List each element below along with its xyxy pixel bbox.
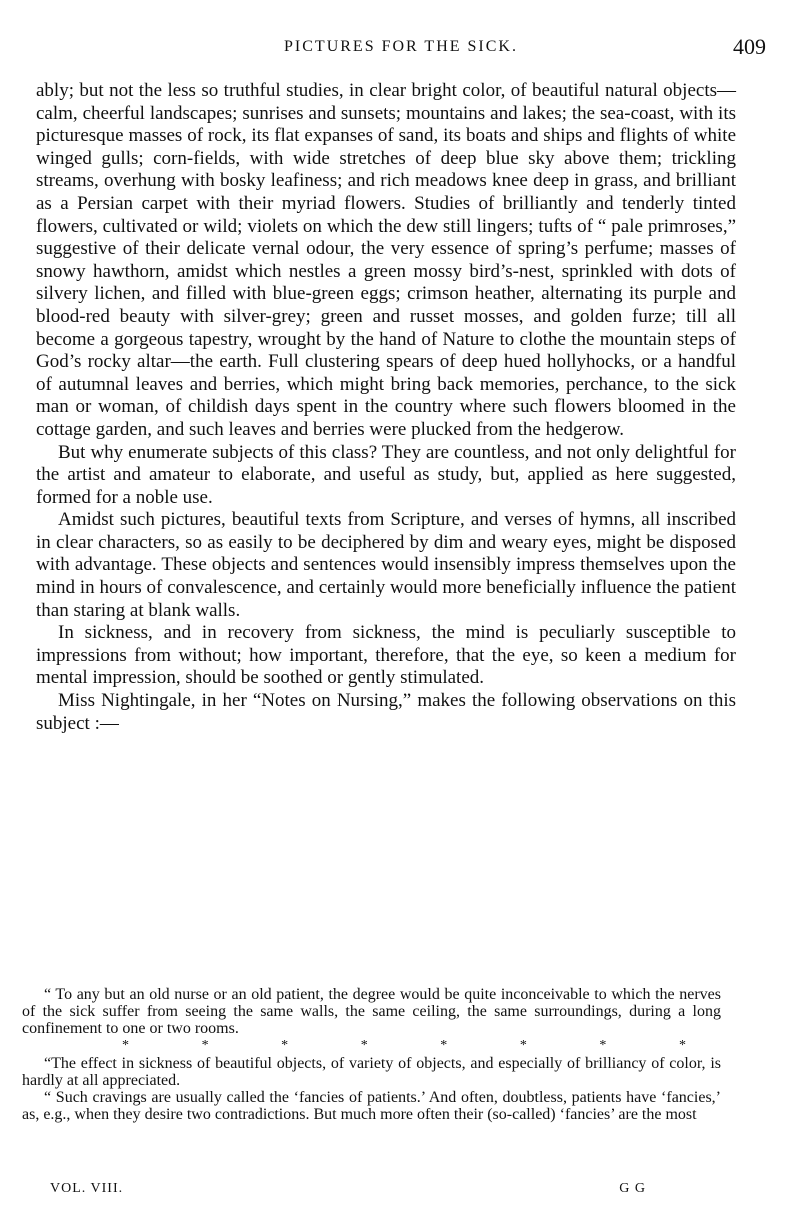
star: * xyxy=(678,1038,686,1053)
paragraph: In sickness, and in recovery from sickness, the mind is peculiarly susceptible to impressions from without; how important, therefore, that the eye, so keen a medium for mental impression, should be soothed or gently stimulated. xyxy=(36,622,736,689)
block-quote xyxy=(22,986,721,1123)
quote-paragraph: “ To any but an old nurse or an old patient, the degree would be quite inconceivable to which the nerves of the sick suffer from seeing the same walls, the same ceiling, the same surroundings, during a long confinement to one or two rooms. xyxy=(22,986,721,1037)
paragraph: ably; but not the less so truthful studies, in clear bright color, of beautiful natural objects—calm, cheerful landscapes; sunrises and sunsets; mountains and lakes; the sea-coast, with its picturesque masses of rock, its flat expanses of sand, its boats and ships and flights of white winged gulls; corn-fields, with wide stretches of deep blue sky above them; trickling streams, overhung with bosky leafiness; and rich meadows knee deep in grass, and brilliant as a Persian carpet with their myriad flowers. Studies of brilliantly and tenderly tinted flowers, cultivated or wild; violets on which the dew still lingers; tufts of “ pale primroses,” suggestive of their delicate vernal odour, the very essence of spring’s perfume; masses of snowy hawthorn, amidst which nestles a green mossy bird’s-nest, sprinkled with dots of silvery lichen, and filled with blue-green eggs; crimson heather, alternating its purple and blood-red beauty with silver-grey; green and russet mosses, and golden furze; till all become a gorgeous tapestry, wrought by the hand of Nature to clothe the mountain steps of God’s rocky altar—the earth. Full clustering spears of deep hued hollyhocks, or a handful of autumnal leaves and berries, which might bring back memories, perchance, to the sick man or woman, of childish days spent in the country where such flowers bloomed in the cottage garden, and such leaves and berries were plucked from the hedgerow. xyxy=(36,80,736,440)
star: * xyxy=(440,1038,448,1053)
quote-paragraph: “ Such cravings are usually called the ‘fancies of patients.’ And often, doubtless, patients have ‘fancies,’ as, e.g., when they desire two contradictions. But much more often their (so-called) ‘fancies’ are the most xyxy=(22,1089,721,1123)
ellipsis-stars xyxy=(22,1037,721,1055)
star: * xyxy=(201,1038,209,1053)
page-footer xyxy=(50,1181,646,1201)
paragraph: Miss Nightingale, in her “Notes on Nursing,” makes the following observations on this subject :— xyxy=(36,690,736,734)
star: * xyxy=(599,1038,607,1053)
page-header xyxy=(36,34,766,60)
star: * xyxy=(360,1038,368,1053)
quote-paragraph: “The effect in sickness of beautiful objects, of variety of objects, and especially of brilliancy of color, is hardly at all appreciated. xyxy=(22,1055,721,1089)
signature-mark: G G xyxy=(619,1181,646,1196)
paragraph: Amidst such pictures, beautiful texts from Scripture, and verses of hymns, all inscribed in clear characters, so as easily to be deciphered by dim and weary eyes, might be disposed with advantage. These objects and sentences would insensibly impress themselves upon the mind in hours of convalescence, and certainly would more beneficially influence the patient than staring at blank walls. xyxy=(36,509,736,621)
star: * xyxy=(281,1038,289,1053)
page-number: 409 xyxy=(733,34,766,59)
volume-label: VOL. VIII. xyxy=(50,1181,124,1196)
star: * xyxy=(519,1038,527,1053)
paragraph: But why enumerate subjects of this class? They are countless, and not only delightful for the artist and amateur to elaborate, and useful as study, but, applied as here suggested, formed for a noble use. xyxy=(36,441,736,508)
running-title: PICTURES FOR THE SICK. xyxy=(284,38,518,55)
star: * xyxy=(122,1038,129,1053)
body-text xyxy=(36,80,736,735)
